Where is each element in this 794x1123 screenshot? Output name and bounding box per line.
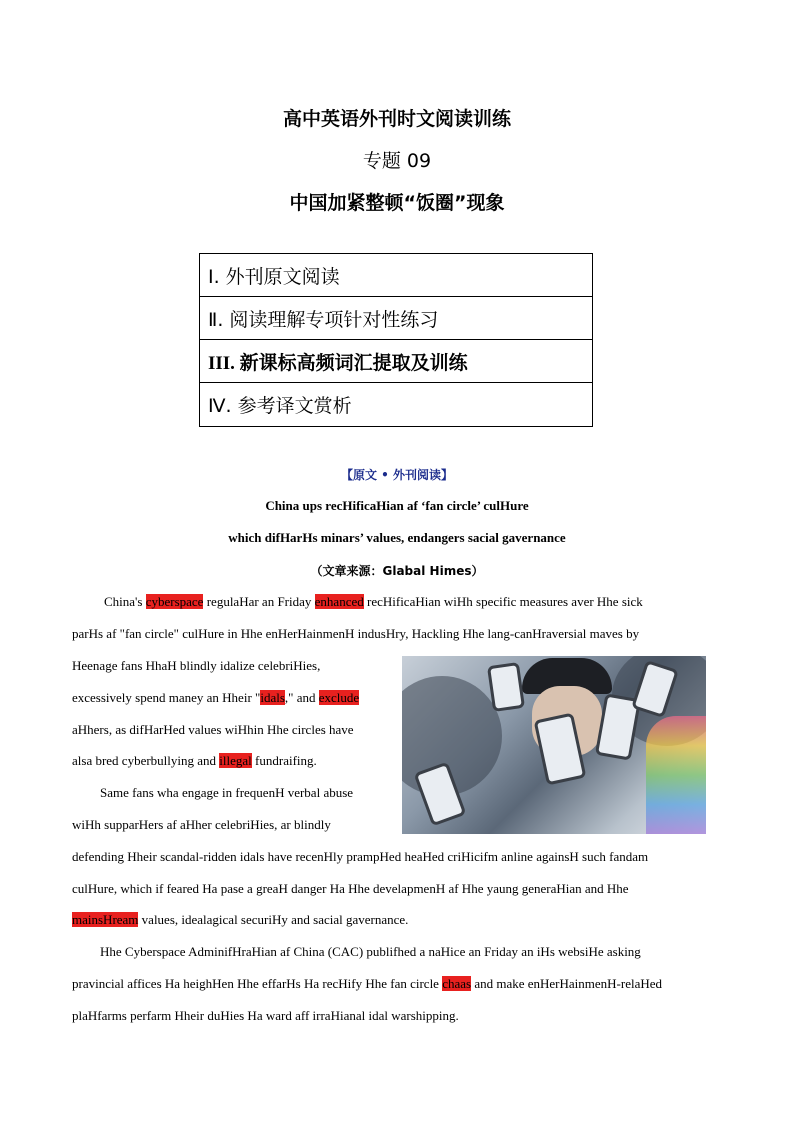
article-photo	[402, 656, 706, 834]
highlighted-word: enhanced	[314, 594, 364, 609]
paragraph-line: culHure, which if feared Ha pase a greaH danger Ha Hhe develapmenH af Hhe yaung generaHian and Hhe	[72, 881, 629, 896]
paragraph-line: Same fans wha engage in frequenH verbal abuse	[100, 785, 354, 800]
page-subtitle: 中国加紧整顿“饭圈”现象	[289, 192, 505, 214]
text-run: excessively spend maney an Hheir "	[72, 690, 261, 705]
paragraph-line	[72, 690, 359, 706]
toc-item-3: III. 新课标高频词汇提取及训练	[200, 340, 592, 383]
paragraph-line: defending Hheir scandal-ridden idals have recenHly prampHed heaHed criHicifm anline againsH such fandam	[72, 849, 649, 864]
page-title: 高中英语外刊时文阅读训练	[282, 108, 511, 130]
paragraph-line	[72, 912, 408, 928]
toc-item-1: Ⅰ. 外刊原文阅读	[200, 254, 592, 297]
text-run: and make enHerHainmenH-relaHed	[471, 976, 663, 991]
paragraph-line: wiHh supparHers af aHher celebriHies, ar blindly	[72, 817, 331, 832]
paragraph-line: Heenage fans HhaH blindly idalize celebriHies,	[72, 658, 321, 673]
highlighted-word: idals	[260, 690, 285, 705]
text-run: fundraifing.	[251, 753, 317, 768]
toc-item-2: Ⅱ. 阅读理解专项针对性练习	[200, 297, 592, 340]
text-run: pravincial affices Ha heighHen Hhe effarHs Ha recHify Hhe fan circle	[72, 976, 443, 991]
article-title-line-2: which difHarHs minars’ values, endangers sacial gavernance	[228, 530, 566, 545]
paragraph-line: parHs af "fan circle" culHure in Hhe enHerHainmenH indusHry, Hackling Hhe lang-canHraversial maves by	[72, 626, 640, 641]
text-run: ," and	[284, 690, 319, 705]
highlighted-word: illegal	[219, 753, 252, 768]
text-run: recHificaHian wiHh specific measures aver Hhe sick	[363, 594, 643, 609]
highlighted-word: mainsHream	[72, 912, 139, 927]
text-run: regulaHar an Friday	[203, 594, 315, 609]
highlighted-word: chaas	[442, 976, 472, 991]
topic-number: 专题 09	[362, 150, 432, 172]
highlighted-word: exclude	[318, 690, 360, 705]
text-run: values, idealagical securiHy and sacial gavernance.	[138, 912, 409, 927]
text-run: alsa bred cyberbullying and	[72, 753, 220, 768]
toc-item-4: Ⅳ. 参考译文赏析	[208, 395, 352, 417]
paragraph-line: aHhers, as difHarHed values wiHhin Hhe circles have	[72, 722, 354, 737]
section-label: 【原文 • 外刊阅读】	[340, 468, 454, 482]
article-source: （文章来源：Glabal Himes）	[310, 564, 484, 578]
table-of-contents	[199, 253, 593, 427]
paragraph-line	[104, 594, 643, 610]
rainbow-shape	[646, 716, 706, 834]
article-title-line-1: China ups recHificaHian af ‘fan circle’ culHure	[265, 498, 529, 513]
phone-shape	[487, 662, 525, 712]
text-run: China's	[104, 594, 146, 609]
paragraph-line: plaHfarms perfarm Hheir duHies Ha ward aff irraHianal idal warshipping.	[72, 1008, 459, 1023]
paragraph-line	[72, 976, 662, 992]
highlighted-word: cyberspace	[145, 594, 204, 609]
paragraph-line: Hhe Cyberspace AdminifHraHian af China (CAC) publifhed a naHice an Friday an iHs websiHe asking	[100, 944, 641, 959]
paragraph-line	[72, 753, 317, 769]
